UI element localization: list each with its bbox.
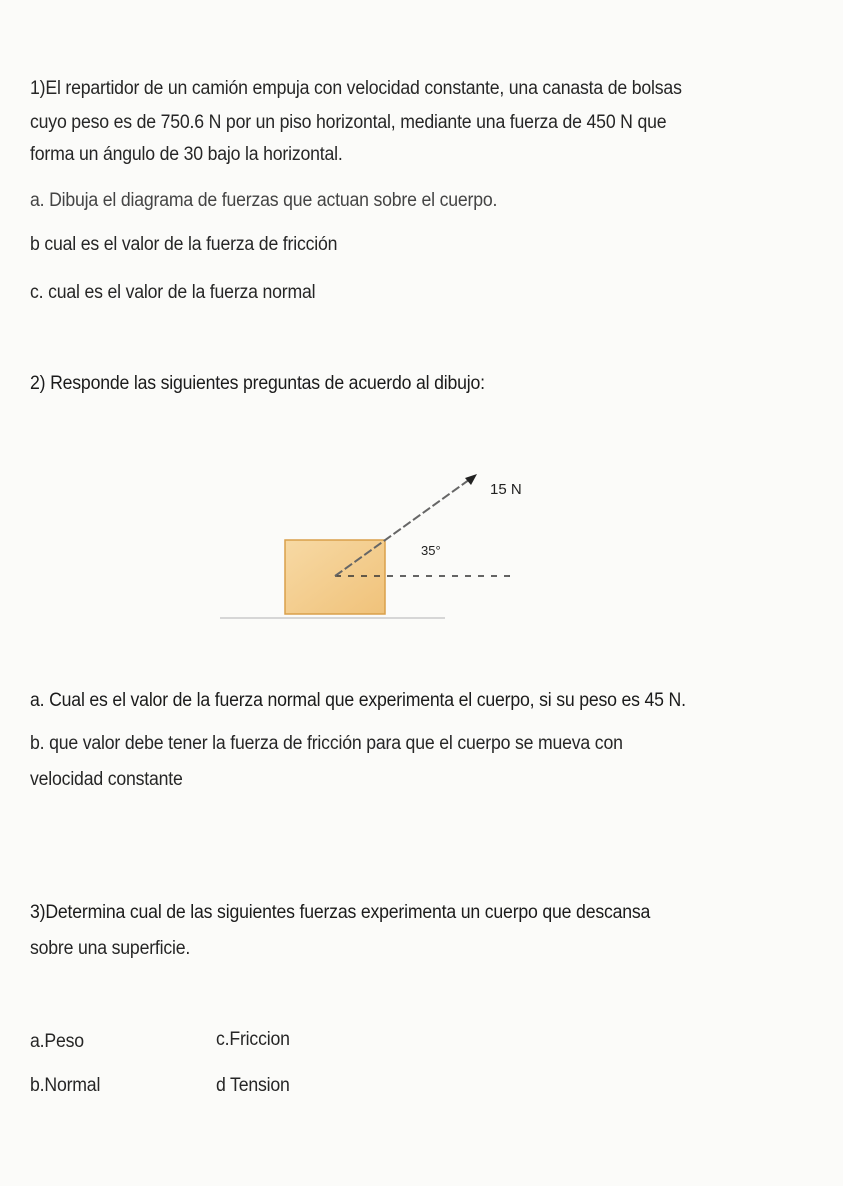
problem-2-question-b-line-1: b. que valor debe tener la fuerza de fricción para que el cuerpo se mueva con [30, 733, 623, 754]
force-diagram [215, 460, 555, 640]
force-label: 15 N [490, 481, 522, 498]
applied-force-line [335, 477, 473, 576]
problem-2-question-b-line-2: velocidad constante [30, 769, 183, 790]
problem-1-statement-line-2: cuyo peso es de 750.6 N por un piso horizontal, mediante una fuerza de 450 N que [30, 112, 667, 133]
problem-2-title: 2) Responde las siguientes preguntas de acuerdo al dibujo: [30, 373, 485, 394]
force-arrowhead [465, 474, 477, 485]
problem-1-question-b: b cual es el valor de la fuerza de fricción [30, 234, 338, 255]
problem-2-question-a: a. Cual es el valor de la fuerza normal que experimenta el cuerpo, si su peso es 45 N. [30, 690, 686, 711]
problem-1-statement-line-3: forma un ángulo de 30 bajo la horizontal. [30, 144, 343, 165]
problem-1-statement-line-1: 1)El repartidor de un camión empuja con velocidad constante, una canasta de bolsas [30, 78, 682, 99]
problem-1-question-a: a. Dibuja el diagrama de fuerzas que actuan sobre el cuerpo. [30, 190, 498, 211]
option-d-tension: d Tension [216, 1075, 290, 1096]
problem-3-statement-line-1: 3)Determina cual de las siguientes fuerzas experimenta un cuerpo que descansa [30, 902, 651, 923]
problem-3-statement-line-2: sobre una superficie. [30, 938, 191, 959]
option-b-normal: b.Normal [30, 1075, 101, 1096]
angle-label: 35° [421, 543, 441, 558]
problem-1-question-c: c. cual es el valor de la fuerza normal [30, 282, 316, 303]
option-c-friccion: c.Friccion [216, 1029, 290, 1050]
option-a-peso: a.Peso [30, 1031, 84, 1052]
